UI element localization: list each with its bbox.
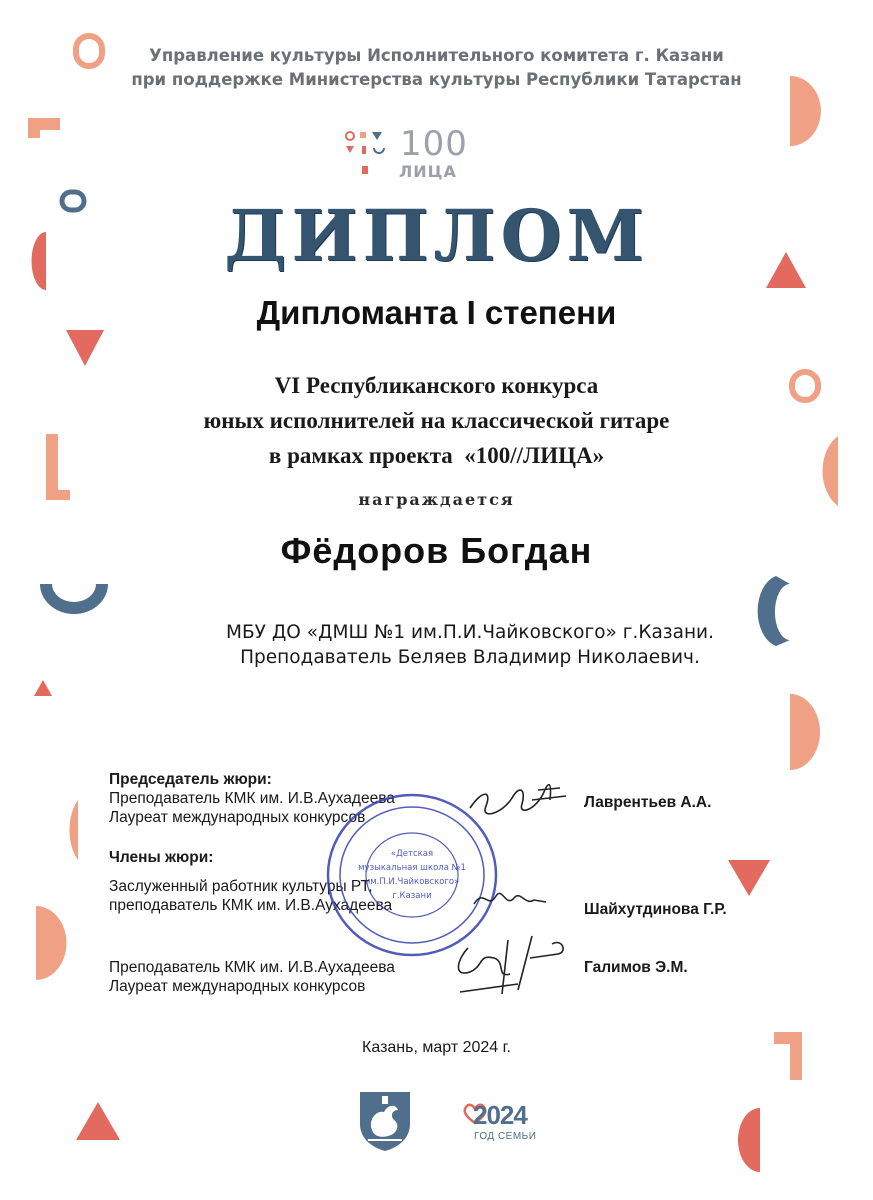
signature-member-1 [470,880,550,920]
deco-half-circle [738,1108,760,1172]
place-date: Казань, март 2024 г. [362,1039,511,1056]
member2-line-2: Лауреат международных конкурсов [109,978,366,995]
member1-line-1: Заслуженный работник культуры РТ, [109,878,373,895]
deco-triangle [66,330,104,366]
deco-triangle [76,1102,120,1140]
school-info [120,620,820,670]
deco-bracket [28,118,60,138]
contest-description [0,368,873,473]
year-of-family-caption: ГОД СЕМЬИ [474,1131,537,1142]
deco-triangle [728,860,770,896]
contest-line-2: юных исполнителей на классической гитаре [203,408,670,433]
signature-chair [462,770,572,830]
jury-members-heading: Члены жюри: [109,849,214,866]
awarded-label: награждается [358,490,515,509]
recipient-name: Фёдоров Богдан [280,530,593,571]
award-degree: Дипломанта I степени [256,294,617,331]
stamp-text-4: г.Казани [392,891,432,901]
member1-name: Шайхутдинова Г.Р. [584,901,727,918]
diploma-title: ДИПЛОМ [224,194,649,277]
chair-line-1: Преподаватель КМК им. И.В.Аухадеева [109,790,395,807]
contest-line-3: в рамках проекта «100//ЛИЦА» [268,443,605,468]
logo-word: ЛИЦА [399,162,457,181]
stamp-text-1: «Детская [390,849,434,859]
year-2024-logo: 2024 [473,1100,527,1130]
deco-half-circle [790,694,820,770]
stamp-text-2: музыкальная школа №1 [358,863,466,873]
header-line-1: Управление культуры Исполнительного комитета г. Казани [149,46,724,65]
deco-arc [40,584,108,614]
issuer-header [0,44,873,92]
member2-name: Галимов Э.М. [584,959,688,976]
logo-number: 100 [400,124,468,164]
jury-member-2 [109,958,395,996]
teacher-line: Преподаватель Беляев Владимир Николаевич. [240,647,700,668]
member1-line-2: преподаватель КМК им. И.В.Аухадеева [109,897,393,914]
deco-half-circle [36,906,66,980]
chair-heading: Председатель жюри: [109,771,272,788]
kazan-coat-of-arms-icon [358,1090,412,1152]
school-line-1: МБУ ДО «ДМШ №1 им.П.И.Чайковского» г.Казани. [226,622,714,643]
stamp-text-3: им.П.И.Чайковского» [364,877,460,887]
chair-name: Лаврентьев А.А. [584,794,712,811]
header-line-2: при поддержке Министерства культуры Республики Татарстан [131,70,742,89]
contest-line-1: VI Республиканского конкурса [274,373,599,398]
chair-line-2: Лауреат международных конкурсов [109,809,366,826]
deco-half-circle [70,800,78,860]
member2-line-1: Преподаватель КМК им. И.В.Аухадеева [109,959,395,976]
deco-triangle [34,680,52,696]
signature-member-2 [448,928,578,998]
